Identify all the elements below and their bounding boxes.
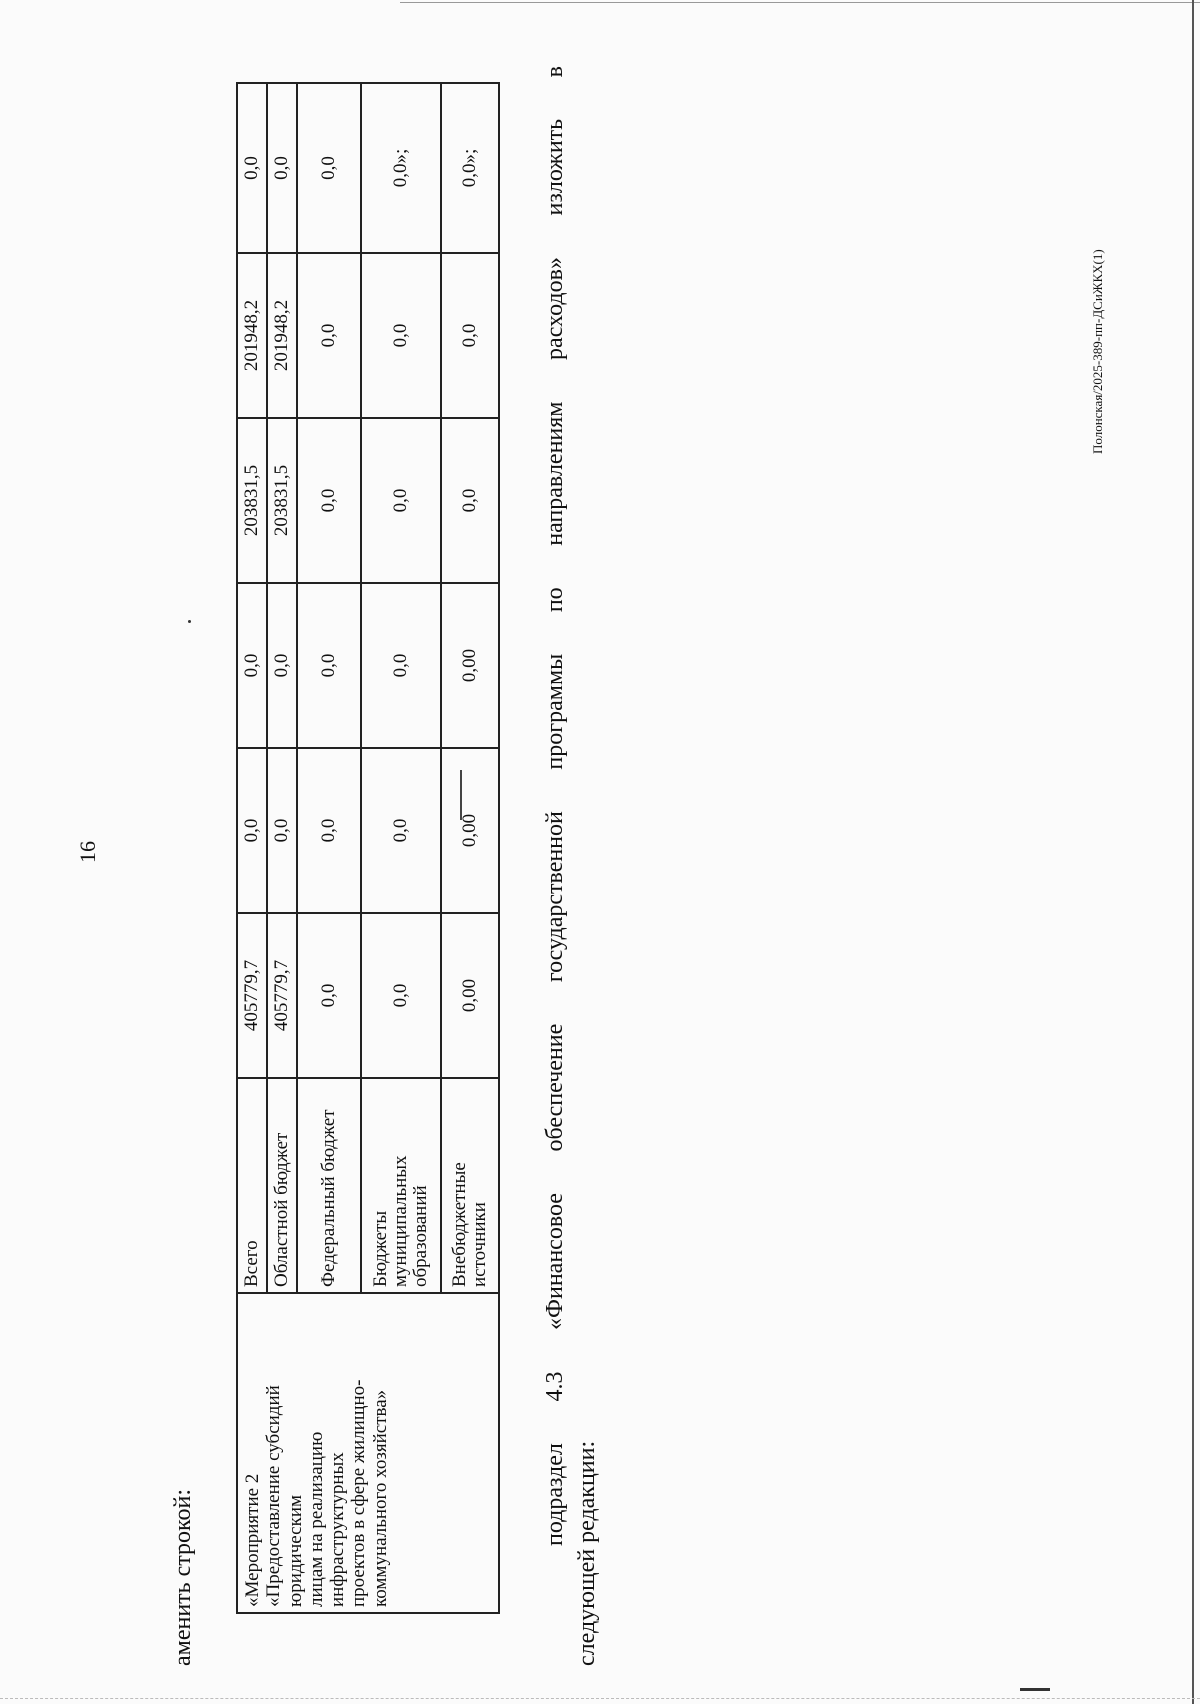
value-cell: 0,0 bbox=[297, 913, 361, 1078]
value-cell: 0,0»; bbox=[441, 83, 499, 253]
financing-table bbox=[236, 82, 500, 1614]
value-cell: 0,00 bbox=[441, 583, 499, 748]
value-cell: 0,0 bbox=[267, 748, 297, 913]
value-cell: 201948,2 bbox=[267, 253, 297, 418]
value-cell: 405779,7 bbox=[237, 913, 267, 1078]
activity-line: «Мероприятие 2 bbox=[242, 1473, 263, 1607]
page-number: 16 bbox=[75, 841, 100, 863]
value-cell: 0,0 bbox=[267, 583, 297, 748]
value-cell: 0,0 bbox=[297, 83, 361, 253]
document-code: Полонская/2025-389-пп-ДСиЖКХ(1) bbox=[1090, 249, 1105, 454]
activity-line: «Предоставление субсидий юридическим bbox=[263, 1385, 306, 1607]
funding-source-cell: Федеральный бюджет bbox=[297, 1078, 361, 1293]
value-cell: 201948,2 bbox=[237, 253, 267, 418]
value-cell: 0,0 bbox=[361, 913, 441, 1078]
value-cell: 0,0 bbox=[361, 418, 441, 583]
value-cell: 405779,7 bbox=[267, 913, 297, 1078]
activity-line: коммунального хозяйства» bbox=[369, 1389, 391, 1607]
value-cell: 0,0 bbox=[297, 583, 361, 748]
activity-cell bbox=[237, 1293, 499, 1613]
value-cell: 0,0 bbox=[297, 418, 361, 583]
paragraph-line: подраздел 4.3 «Финансовое обеспечение государственной программы по направлениям расходов» изложить в bbox=[542, 66, 568, 1546]
value-cell: 0,0 bbox=[237, 83, 267, 253]
value-cell: 0,0 bbox=[361, 748, 441, 913]
value-cell: 0,0 bbox=[297, 253, 361, 418]
value-cell: 0,0 bbox=[237, 748, 267, 913]
table-row bbox=[237, 83, 267, 1613]
funding-source-cell: Областной бюджет bbox=[267, 1078, 297, 1293]
subsection-paragraph bbox=[540, 66, 603, 1666]
value-cell: 0,00 bbox=[441, 748, 499, 913]
intro-text: аменить строкой: bbox=[170, 1489, 196, 1666]
funding-source-cell: Бюджеты муниципальных образований bbox=[361, 1078, 441, 1293]
value-cell: 0,0 bbox=[441, 418, 499, 583]
value-cell: 0,0 bbox=[267, 83, 297, 253]
value-cell: 0,0 bbox=[441, 253, 499, 418]
funding-source-cell: Внебюджетные источники bbox=[441, 1078, 499, 1293]
value-cell: 0,0 bbox=[361, 583, 441, 748]
value-cell: 0,0 bbox=[297, 748, 361, 913]
value-cell: 0,0 bbox=[237, 583, 267, 748]
value-cell: 0,0»; bbox=[361, 83, 441, 253]
value-cell: 203831,5 bbox=[237, 418, 267, 583]
activity-line: проектов в сфере жилищно- bbox=[348, 1379, 370, 1607]
value-cell: 203831,5 bbox=[267, 418, 297, 583]
value-cell: 0,0 bbox=[361, 253, 441, 418]
value-cell: 0,00 bbox=[441, 913, 499, 1078]
paragraph-line: следующей редакции: bbox=[573, 1440, 600, 1666]
activity-line: лицам на реализацию инфраструктурных bbox=[305, 1431, 349, 1607]
funding-source-cell: Всего bbox=[237, 1078, 267, 1293]
